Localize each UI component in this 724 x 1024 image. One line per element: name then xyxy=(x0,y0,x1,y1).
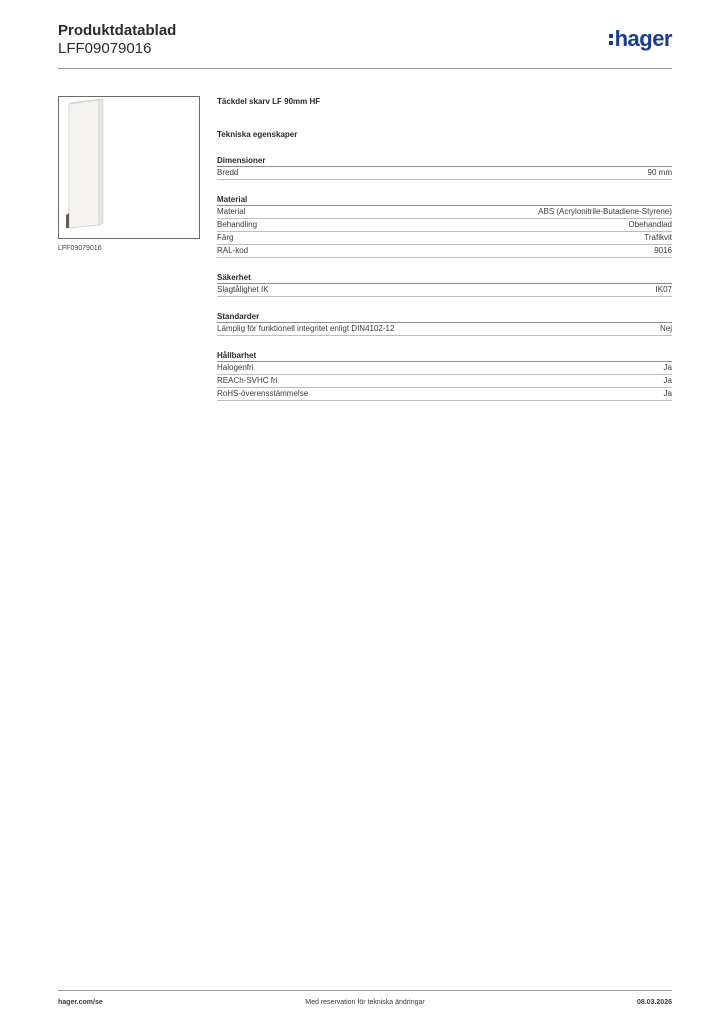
property-value: Ja xyxy=(663,376,672,385)
section-dimensions xyxy=(217,155,672,180)
section-title: Dimensioner xyxy=(217,155,672,167)
hager-logo xyxy=(609,26,672,52)
property-label: Behandling xyxy=(217,220,258,229)
property-value: IK07 xyxy=(655,285,672,294)
image-caption: LFF09079016 xyxy=(58,245,102,252)
property-row xyxy=(217,206,672,219)
property-value: ABS (Acrylonitrile-Butadiene-Styrene) xyxy=(538,207,672,216)
property-label: REACh-SVHC fri xyxy=(217,376,278,385)
cover-piece-illustration xyxy=(59,97,199,238)
section-title: Material xyxy=(217,194,672,206)
properties-heading: Tekniska egenskaper xyxy=(217,130,298,139)
page-header xyxy=(58,22,672,58)
property-value: Nej xyxy=(659,324,672,333)
property-value: 9016 xyxy=(654,246,672,255)
property-row xyxy=(217,245,672,258)
footer-disclaimer: Med reservation för tekniska ändringar xyxy=(305,999,425,1006)
section-sustainability xyxy=(217,350,672,401)
product-image xyxy=(58,96,200,239)
footer-date: 08.03.2026 xyxy=(636,999,672,1006)
section-title: Hållbarhet xyxy=(217,350,672,362)
property-value: Trafikvit xyxy=(644,233,672,242)
property-row xyxy=(217,375,672,388)
property-row xyxy=(217,232,672,245)
property-row xyxy=(217,323,672,336)
property-row xyxy=(217,388,672,401)
product-code: LFF09079016 xyxy=(58,40,152,57)
logo-text: hager xyxy=(614,26,672,51)
footer-divider xyxy=(58,990,672,991)
property-row xyxy=(217,219,672,232)
section-material xyxy=(217,194,672,258)
property-row xyxy=(217,362,672,375)
section-standards xyxy=(217,311,672,336)
product-name: Täckdel skarv LF 90mm HF xyxy=(217,97,321,106)
property-label: Lämplig för funktionell integritet enligt DIN4102-12 xyxy=(217,324,395,333)
property-row xyxy=(217,284,672,297)
document-title: Produktdatablad xyxy=(58,22,177,39)
property-label: RoHS-överensstämmelse xyxy=(217,389,309,398)
property-row xyxy=(217,167,672,180)
property-label: Slagtålighet IK xyxy=(217,285,269,294)
section-safety xyxy=(217,272,672,297)
section-title: Standarder xyxy=(217,311,672,323)
product-details xyxy=(217,96,672,401)
property-value: Ja xyxy=(663,363,672,372)
section-title: Säkerhet xyxy=(217,272,672,284)
property-value: 90 mm xyxy=(647,168,672,177)
property-value: Ja xyxy=(663,389,672,398)
footer-website-link[interactable]: hager.com/se xyxy=(58,999,103,1006)
property-value: Obehandlad xyxy=(628,220,672,229)
property-label: Material xyxy=(217,207,246,216)
property-label: Halogenfri xyxy=(217,363,254,372)
logo-dots-icon xyxy=(609,34,613,45)
property-label: RAL-kod xyxy=(217,246,249,255)
header-divider xyxy=(58,68,672,69)
property-label: Färg xyxy=(217,233,234,242)
property-label: Bredd xyxy=(217,168,239,177)
